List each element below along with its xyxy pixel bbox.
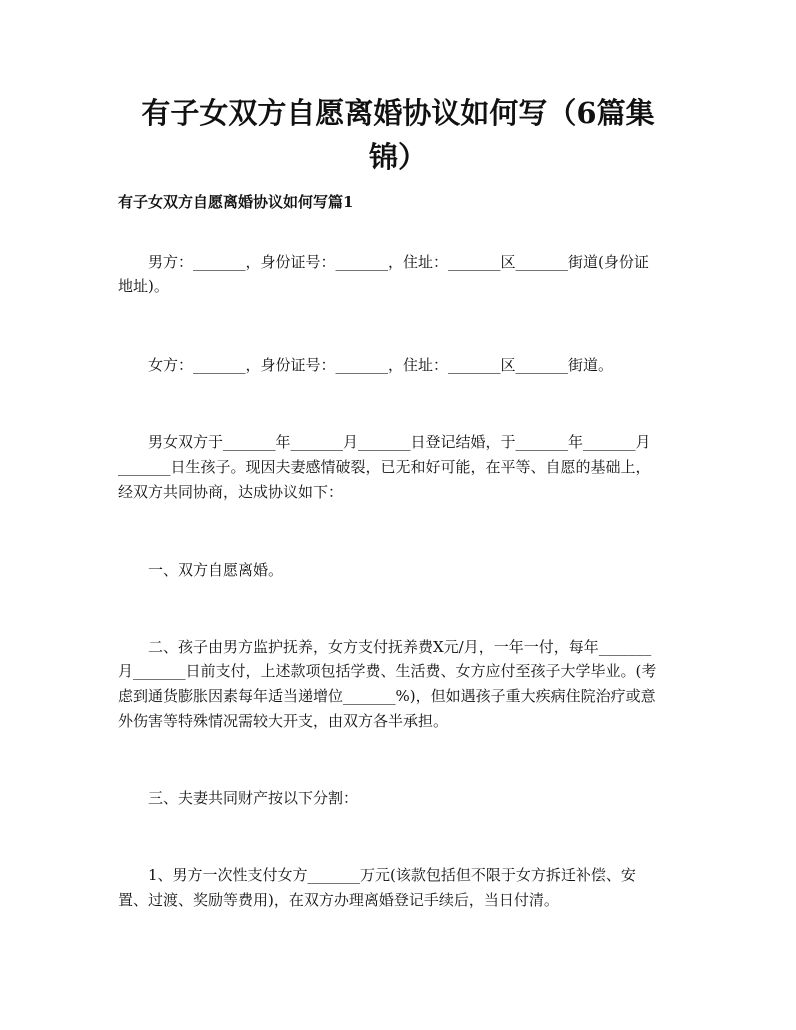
- male-party-line-2: 地址)。: [118, 277, 169, 295]
- clause-2-line-4: 外伤害等特殊情况需较大开支，由双方各半承担。: [118, 712, 449, 730]
- marriage-line-3: 经双方共同协商，达成协议如下：: [118, 483, 344, 501]
- clause-2-line-1: 二、孩子由男方监护抚养，女方支付抚养费X元/月，一年一付，每年_______: [148, 638, 652, 656]
- clause-1-line: 一、双方自愿离婚。: [148, 561, 284, 579]
- clause-3-line: 三、夫妻共同财产按以下分割：: [148, 789, 359, 807]
- clause-2-line-3: 虑到通货膨胀因素每年适当递增位_______%)，但如遇孩子重大疾病住院治疗或意: [118, 687, 656, 705]
- section-heading: 有子女双方自愿离婚协议如何写篇1: [118, 193, 354, 211]
- clause-3-1-line-2: 置、过渡、奖励等费用)，在双方办理离婚登记手续后，当日付清。: [118, 891, 559, 909]
- female-party-line: 女方：_______，身份证号：_______，住址：_______区_______街道。: [148, 356, 614, 374]
- clause-2-line-2: 月_______日前支付，上述款项包括学费、生活费、女方应付至孩子大学毕业。(考: [118, 662, 657, 680]
- marriage-line-2: _______日生孩子。现因夫妻感情破裂，已无和好可能，在平等、自愿的基础上，: [118, 458, 651, 476]
- clause-3-1-line-1: 1、男方一次性支付女方_______万元(该款包括但不限于女方拆迁补偿、安: [148, 866, 636, 884]
- male-party-line-1: 男方：_______，身份证号：_______，住址：_______区_______街道(身份证: [148, 253, 649, 271]
- document-title-line-2: 锦）: [368, 140, 427, 174]
- document-title-line-1: 有子女双方自愿离婚协议如何写（6篇集: [141, 96, 655, 130]
- marriage-line-1: 男女双方于_______年_______月_______日登记结婚，于_______年_______月: [148, 433, 651, 451]
